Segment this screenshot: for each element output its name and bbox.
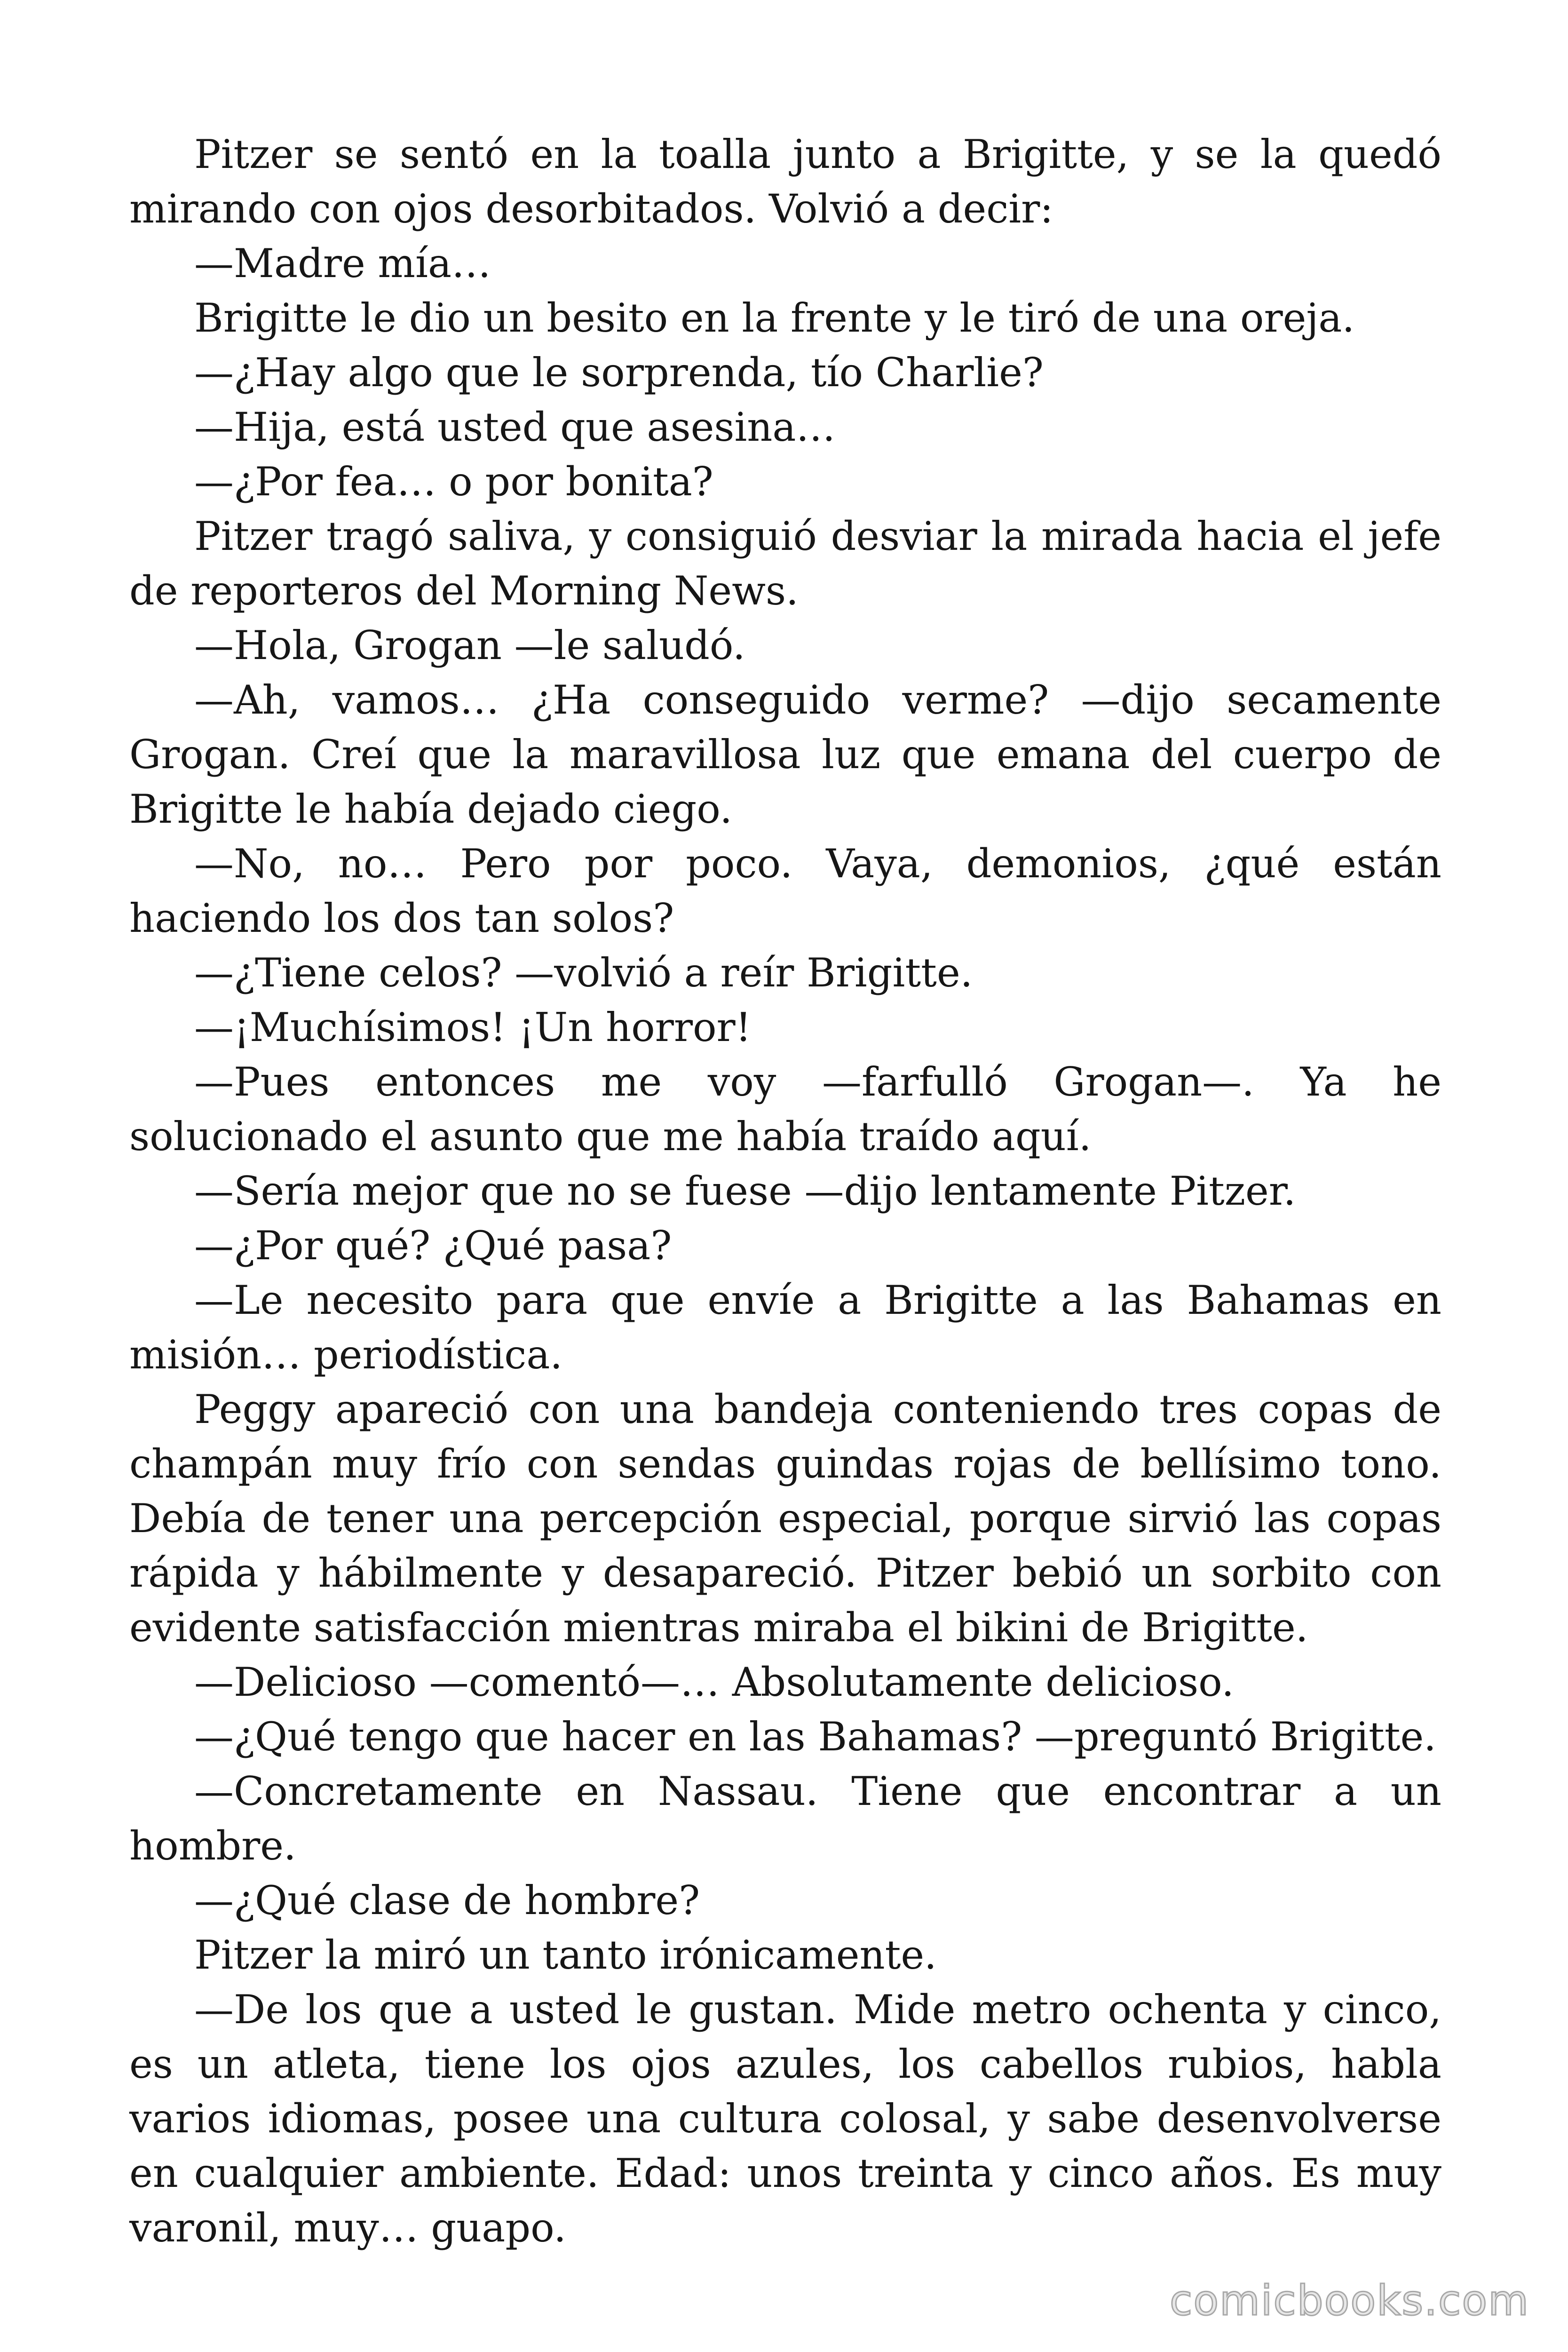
paragraph: Brigitte le dio un besito en la frente y le tiró de una oreja. — [194, 295, 1355, 341]
paragraph: —Hola, Grogan —le saludó. — [194, 622, 745, 668]
paragraph: —Hija, está usted que asesina… — [194, 404, 836, 450]
paragraph: —Madre mía… — [194, 240, 491, 286]
body-text — [129, 127, 1441, 2255]
paragraph: Peggy apareció con una bandeja conteniendo tres copas de champán muy frío con sendas guindas rojas de bellísimo tono. Debía de tener una percepción especial, porque sirvió las copas rápida y hábilmente y desapareció. Pitzer bebió un sorbito con evidente satisfacción mientras miraba el bikini de Brigitte. — [129, 1386, 1441, 1651]
paragraph: —Pues entonces me voy —farfulló Grogan—. Ya he solucionado el asunto que me había traído aquí. — [129, 1059, 1441, 1160]
paragraph: —De los que a usted le gustan. Mide metro ochenta y cinco, es un atleta, tiene los ojos azules, los cabellos rubios, habla varios idiomas, posee una cultura colosal, y sabe desenvolverse en cualquier ambiente. Edad: unos treinta y cinco años. Es muy varonil, muy… guapo. — [129, 1986, 1441, 2251]
paragraph: —Ah, vamos… ¿Ha conseguido verme? —dijo secamente Grogan. Creí que la maravillosa luz que emana del cuerpo de Brigitte le había dejado ciego. — [129, 677, 1441, 832]
paragraph: —¿Por qué? ¿Qué pasa? — [194, 1223, 672, 1269]
paragraph: —Delicioso —comentó—… Absolutamente delicioso. — [194, 1659, 1234, 1705]
paragraph: —¿Tiene celos? —volvió a reír Brigitte. — [194, 950, 973, 996]
paragraph: —¿Qué clase de hombre? — [194, 1877, 700, 1923]
paragraph: —¿Hay algo que le sorprenda, tío Charlie? — [194, 350, 1044, 396]
paragraph: —Le necesito para que envíe a Brigitte a las Bahamas en misión… periodística. — [129, 1277, 1441, 1378]
paragraph: —¡Muchísimos! ¡Un horror! — [194, 1004, 752, 1050]
paragraph: Pitzer la miró un tanto irónicamente. — [194, 1932, 937, 1978]
site-watermark: comicbooks.com — [1169, 2276, 1529, 2325]
paragraph: —¿Qué tengo que hacer en las Bahamas? —preguntó Brigitte. — [194, 1714, 1436, 1760]
paragraph: Pitzer se sentó en la toalla junto a Brigitte, y se la quedó mirando con ojos desorbitados. Volvió a decir: — [129, 131, 1441, 232]
paragraph: —Concretamente en Nassau. Tiene que encontrar a un hombre. — [129, 1768, 1441, 1869]
paragraph: —No, no… Pero por poco. Vaya, demonios, ¿qué están haciendo los dos tan solos? — [129, 841, 1441, 941]
paragraph: Pitzer tragó saliva, y consiguió desviar la mirada hacia el jefe de reporteros del Morning News. — [129, 513, 1441, 614]
book-page — [129, 127, 1441, 2255]
paragraph: —¿Por fea… o por bonita? — [194, 459, 713, 505]
paragraph: —Sería mejor que no se fuese —dijo lentamente Pitzer. — [194, 1168, 1296, 1214]
